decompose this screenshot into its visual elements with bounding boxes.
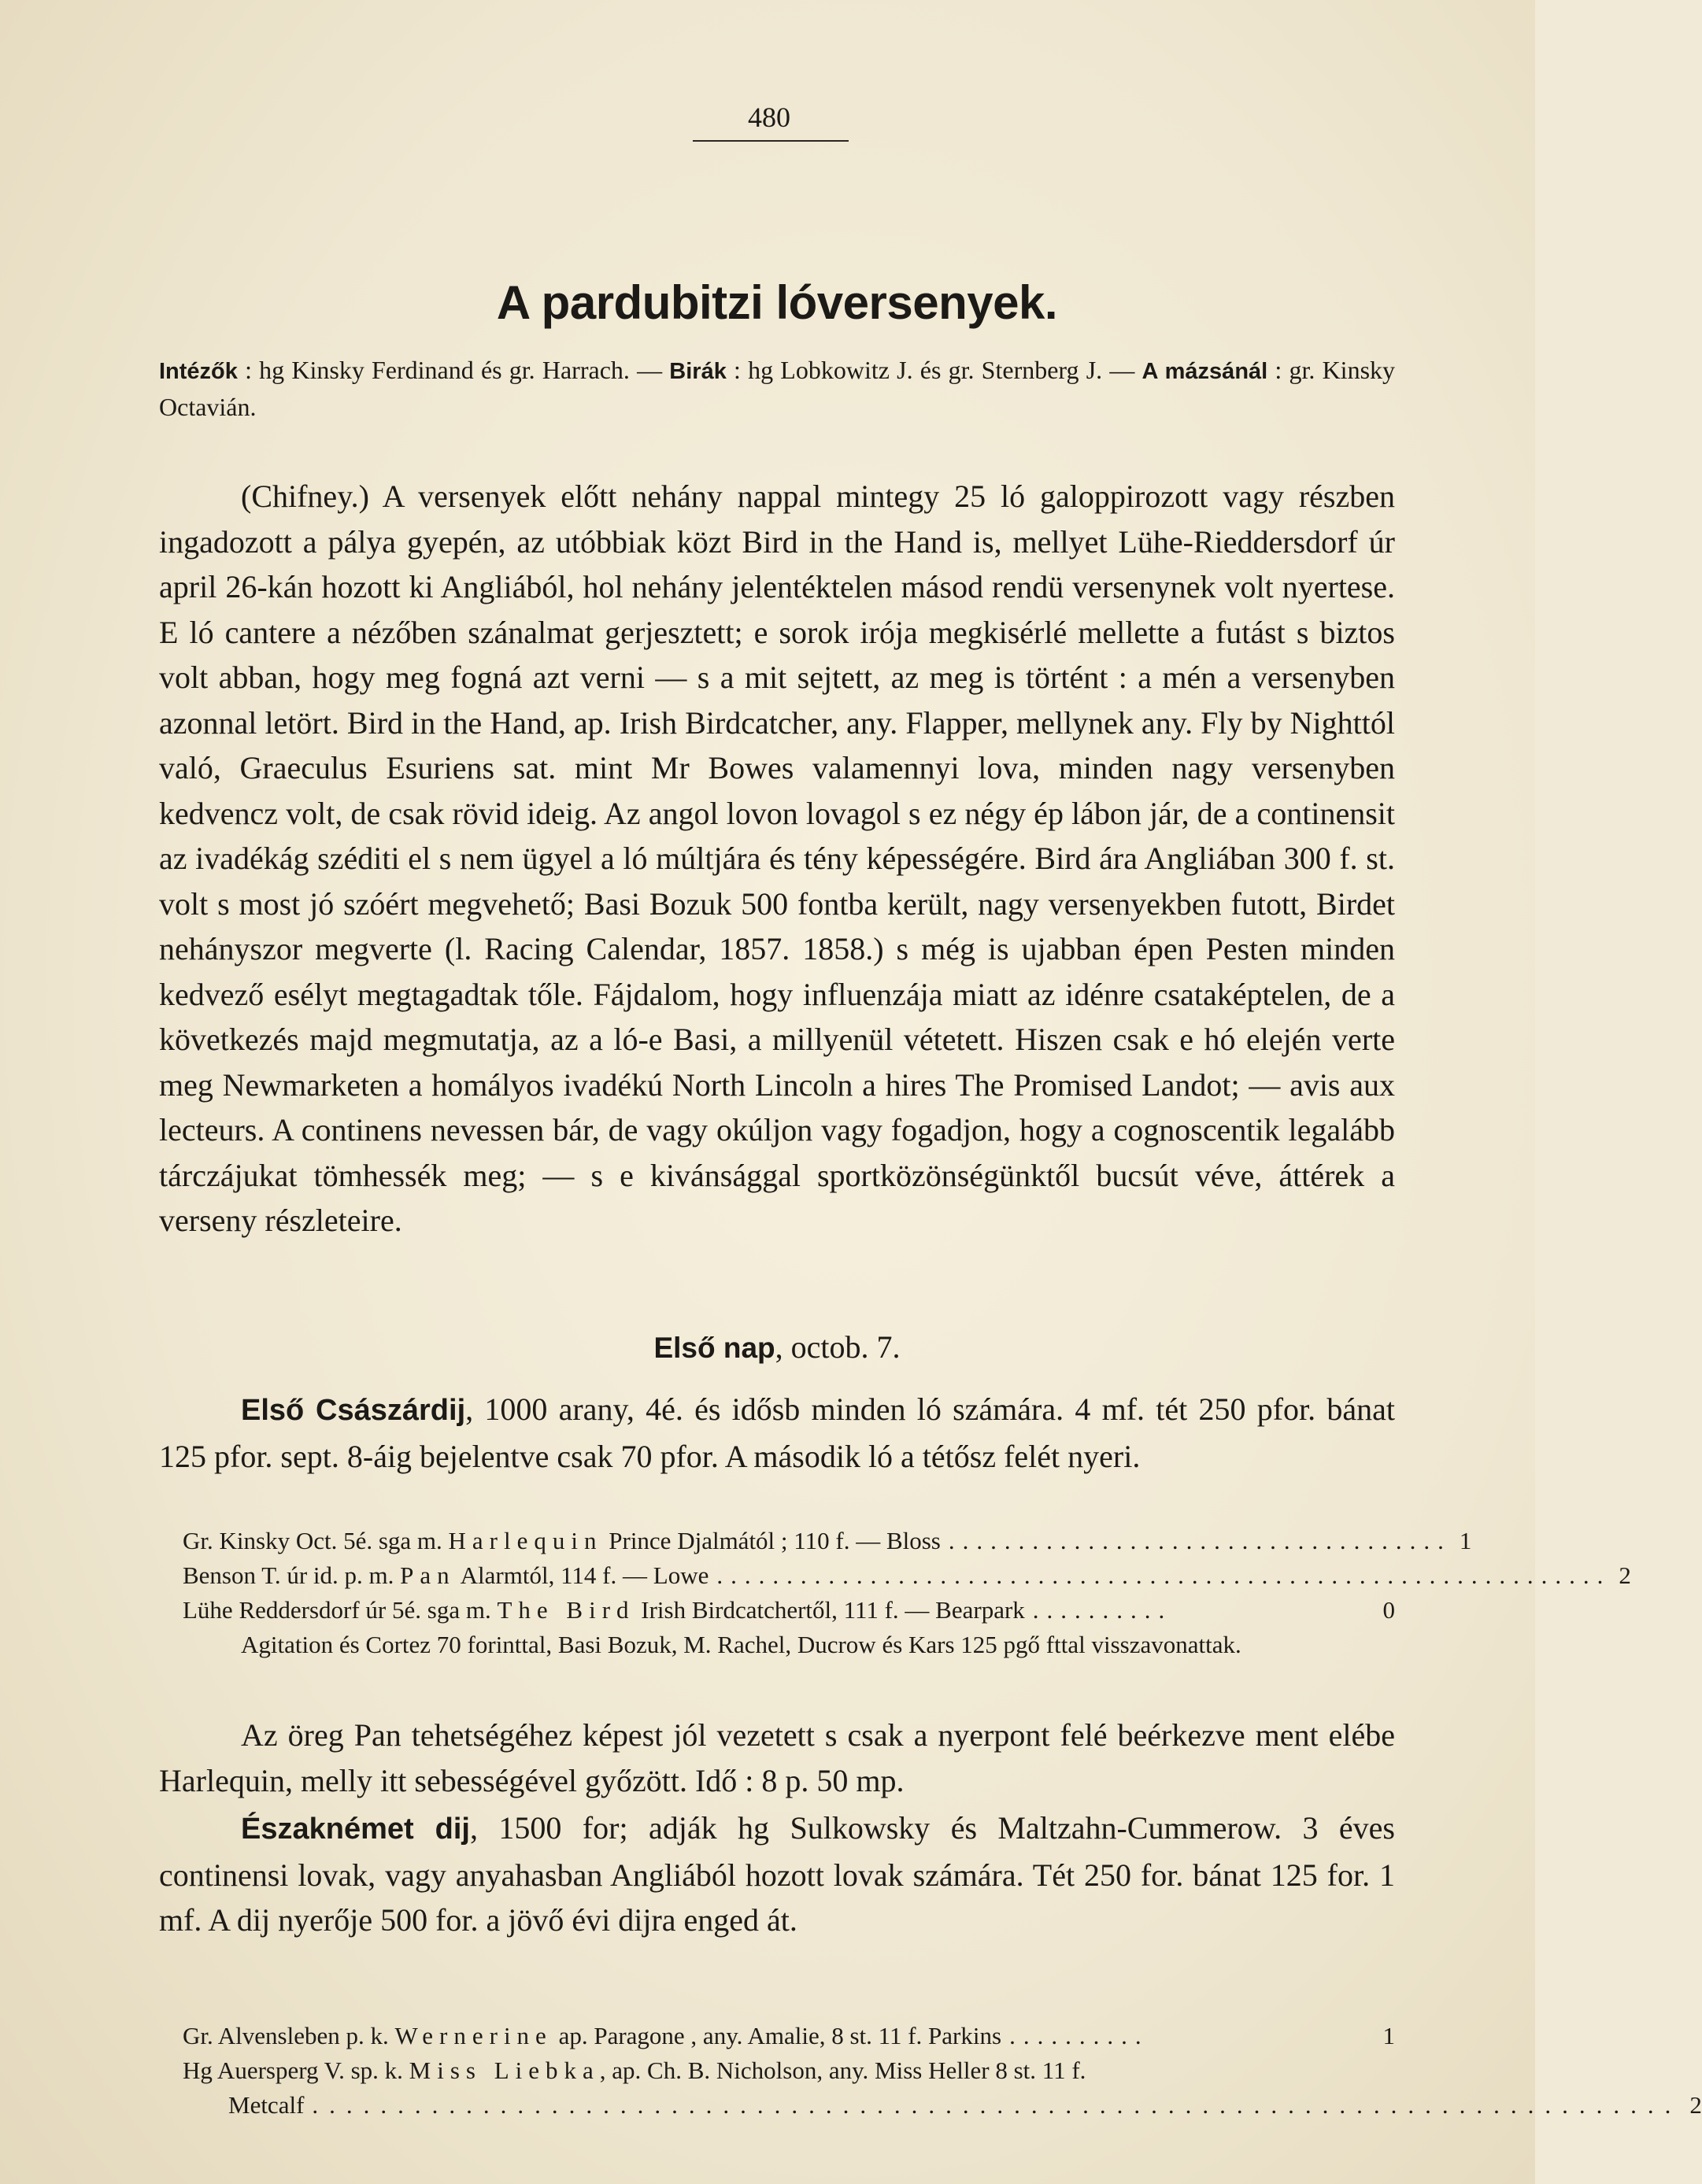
result-place: 2 bbox=[1619, 1561, 1631, 1589]
result-horse: Miss Liebka bbox=[409, 2057, 600, 2084]
day-heading-date: , octob. 7. bbox=[775, 1329, 901, 1365]
article-title: A pardubitzi lóversenyek. bbox=[496, 276, 1058, 329]
race2-paragraph bbox=[159, 1805, 1395, 1943]
race1-comment: Az öreg Pan tehetségéhez képest jól vezetett s csak a nyerpont felé beérkezve ment elébe Harlequin, melly itt sebességével győzött. Idő : 8 p. 50 mp. bbox=[159, 1717, 1395, 1798]
result-details: Prince Djalmától ; 110 f. — Bloss bbox=[602, 1527, 941, 1554]
result-details: , ap. Ch. B. Nicholson, any. Miss Heller 8 st. 11 f. bbox=[599, 2057, 1086, 2084]
credits-line bbox=[159, 353, 1395, 425]
result-entry bbox=[183, 2054, 1086, 2087]
result-jockey: Metcalf bbox=[228, 2091, 305, 2119]
result-owner: Gr. Kinsky Oct. 5é. sga m. bbox=[183, 1527, 449, 1554]
result-owner: Benson T. úr id. p. m. bbox=[183, 1561, 401, 1589]
result-owner: Gr. Alvensleben p. k. bbox=[183, 2022, 395, 2049]
race2-name: Északnémet dij bbox=[241, 1813, 470, 1846]
credits-label-organizers: Intézők bbox=[159, 359, 238, 384]
main-paragraph: (Chifney.) A versenyek előtt nehány nappal mintegy 25 ló galoppirozott vagy részben ingadozott a pálya gyepén, az utóbbiak közt Bird in the Hand is, mellyet Lühe-Rieddersdorf úr april 26-kán hozott ki Angliából, hol nehány jelentéktelen másod rendü versenynek volt nyertese. E ló cantere a nézőben szánalmat gerjesztett; e sorok irója megkisérlé mellette a futást s biztos volt abban, hogy meg fogná azt verni — s a mit sejtett, az meg is történt : a mén a versenyben azonnal letört. Bird in the Hand, ap. Irish Birdcatcher, any. Flapper, mellynek any. Fly by Nighttól való, Graeculus Esuriens sat. mint Mr Bowes valamennyi lova, minden nagy versenyben kedvencz volt, de csak rövid ideig. Az angol lovon lovagol s ez négy ép lábon jár, de a continensit az ivadékág széditi el s nem ügyel a ló múltjára és tény képességére. Bird ára Angliában 300 f. st. volt s most jó szóért megvehető; Basi Bozuk 500 fontba került, nagy versenyekben futott, Birdet nehányszor megverte (l. Racing Calendar, 1857. 1858.) s még is ujabban épen Pesten minden kedvező esélyt megtagadtak tőle. Fájdalom, hogy influenzája miatt az idénre csataképtelen, de a következés majd megmutatja, az a ló-e Basi, a millyenül vétetett. Hiszen csak e hó elején verte meg Newmarketen a homályos ivadékú North Lincoln a hires The Promised Landot; — avis aux lecteurs. A continens nevessen bár, de vagy okúljon vagy fogadjon, hogy a cognoscentik legalább tárczájukat tömhessék meg; — s e kivánsággal sportközönségünktől bucsút véve, áttérek a verseny részleteire. bbox=[159, 479, 1395, 1238]
result-details: Irish Birdcatchertől, 111 f. — Bearpark bbox=[635, 1596, 1025, 1624]
result-place: 1 bbox=[1382, 2022, 1395, 2049]
page-number: 480 bbox=[748, 102, 790, 133]
dot-leader: ................................................................................ bbox=[312, 2091, 1682, 2119]
race1-paragraph bbox=[159, 1387, 1395, 1479]
dot-leader: .......... bbox=[1032, 1596, 1173, 1624]
result-details: Alarmtól, 114 f. — Lowe bbox=[455, 1561, 709, 1589]
result-entry bbox=[183, 1559, 709, 1592]
credits-label-judges: Birák bbox=[669, 359, 727, 384]
race1-result-row bbox=[183, 1524, 1472, 1558]
result-owner: Lühe Reddersdorf úr 5é. sga m. bbox=[183, 1596, 498, 1624]
result-owner: Hg Auersperg V. sp. k. bbox=[183, 2057, 409, 2084]
result-entry bbox=[183, 1594, 1025, 1627]
dot-leader: .......... bbox=[1009, 2022, 1149, 2049]
race2-result-row bbox=[183, 2054, 1395, 2087]
result-horse: The Bird bbox=[497, 1596, 635, 1624]
result-horse: Harlequin bbox=[448, 1527, 603, 1554]
result-details: ap. Paragone , any. Amalie, 8 st. 11 f. Parkins bbox=[552, 2022, 1002, 2049]
race1-result-row bbox=[183, 1594, 1395, 1627]
credits-scale: : gr. Kinsky Octavián. bbox=[159, 356, 1396, 421]
credits-label-scale: A mázsánál bbox=[1141, 359, 1268, 384]
race1-name: Első Császárdij bbox=[241, 1394, 466, 1427]
result-entry bbox=[183, 2020, 1001, 2053]
day-heading-bold: Első nap bbox=[653, 1332, 775, 1364]
result-place: 1 bbox=[1459, 1527, 1472, 1554]
race1-result-row bbox=[183, 1559, 1631, 1592]
result-entry bbox=[183, 1524, 941, 1558]
race2-conditions: , 1500 for; adják hg Sulkowsky és Maltzahn-Cummerow. 3 éves continensi lovak, vagy anyahasban Angliából hozott lovak számára. Tét 250 for. bánat 125 for. 1 mf. A dij nyerője 500 for. a jövő évi dijra enged át. bbox=[159, 1810, 1395, 1938]
result-place: 2 bbox=[1689, 2091, 1702, 2119]
result-horse: Pan bbox=[400, 1561, 456, 1589]
race2-result-continuation bbox=[228, 2089, 1702, 2122]
result-horse: Wernerine bbox=[394, 2022, 553, 2049]
credits-judges: : hg Lobkowitz J. és gr. Sternberg J. — bbox=[726, 356, 1142, 384]
dot-leader: .................................... bbox=[948, 1527, 1452, 1554]
credits-organizers: : hg Kinsky Ferdinand és gr. Harrach. — bbox=[237, 356, 670, 384]
day-heading bbox=[159, 1329, 1395, 1365]
page-number-rule bbox=[693, 140, 849, 142]
race1-conditions: , 1000 arany, 4é. és idősb minden ló számára. 4 mf. tét 250 pfor. bánat 125 pfor. sept. 8-áig bejelentve csak 70 pfor. A második ló a tétősz felét nyeri. bbox=[159, 1391, 1395, 1474]
race1-withdrawn: Agitation és Cortez 70 forinttal, Basi Bozuk, M. Rachel, Ducrow és Kars 125 pgő fttal visszavonattak. bbox=[241, 1631, 1241, 1658]
dot-leader: ................................................................ bbox=[716, 1561, 1611, 1589]
result-place: 0 bbox=[1382, 1596, 1395, 1624]
race2-result-row bbox=[183, 2020, 1395, 2053]
